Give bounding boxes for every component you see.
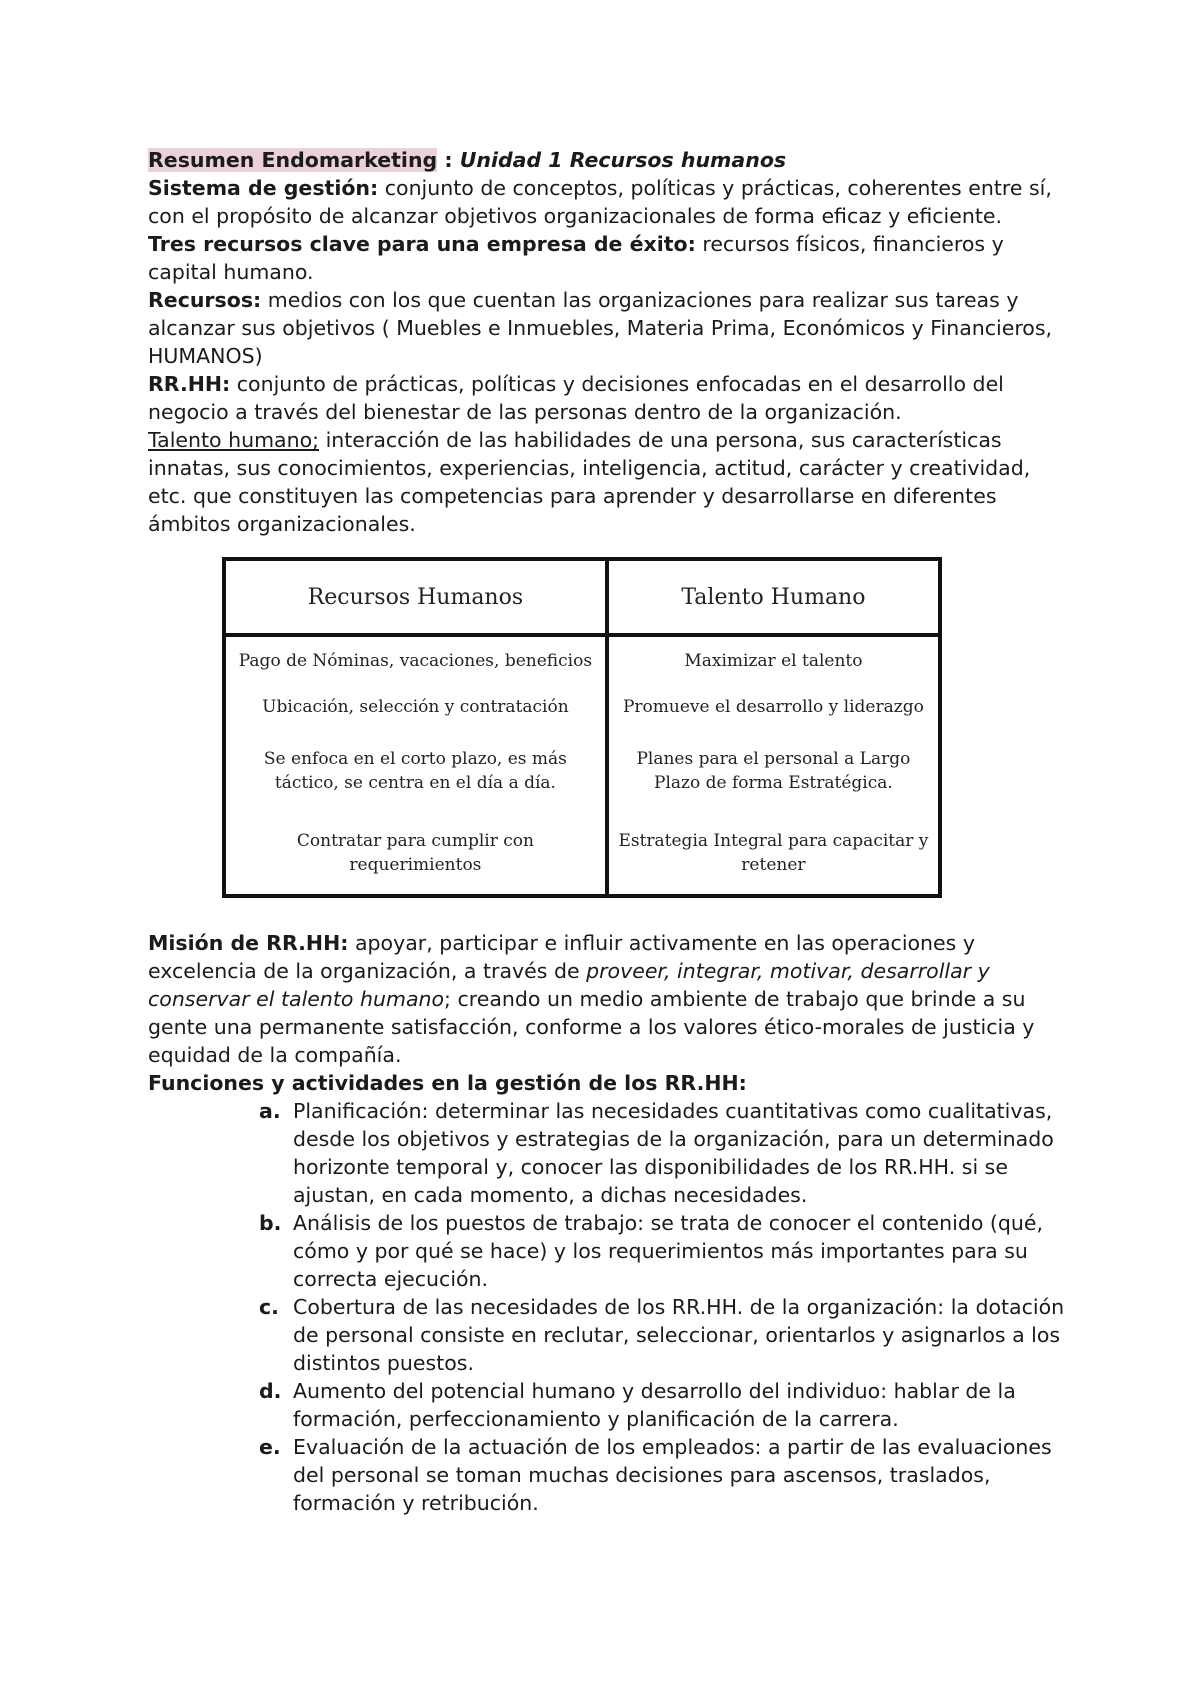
definition-paragraph	[148, 370, 1068, 426]
list-item-text: Análisis de los puestos de trabajo: se trata de conocer el contenido (qué, cómo y por qué se hace) y los requerimientos más importantes para su correcta ejecución.	[293, 1211, 1044, 1291]
list-item	[259, 1377, 1078, 1433]
mision-term: Misión de RR.HH:	[148, 931, 349, 955]
table-cell: Promueve el desarrollo y liderazgo	[607, 684, 940, 730]
list-item	[259, 1209, 1078, 1293]
definition-paragraph	[148, 426, 1068, 538]
definition-text: conjunto de prácticas, políticas y decisiones enfocadas en el desarrollo del negocio a través del bienestar de las personas dentro de la organización.	[148, 372, 1004, 424]
definition-text: interacción de las habilidades de una persona, sus características innatas, sus conocimientos, experiencias, inteligencia, actitud, carácter y creatividad, etc. que constituyen las competencias para aprender y desarrollarse en diferentes ámbitos organizacionales.	[148, 428, 1031, 536]
table-row	[224, 812, 940, 896]
mision-italic: proveer, integrar, motivar, desarrollar y conservar el talento humano	[148, 959, 990, 1011]
comparison-table-image	[222, 557, 942, 898]
list-marker: e.	[259, 1435, 281, 1459]
table-row	[224, 684, 940, 730]
heading-line	[148, 146, 1068, 174]
list-item-text: Evaluación de la actuación de los empleados: a partir de las evaluaciones del personal se toman muchas decisiones para ascensos, traslados, formación y retribución.	[293, 1435, 1052, 1515]
table-row	[224, 731, 940, 812]
definition-text: conjunto de conceptos, políticas y prácticas, coherentes entre sí, con el propósito de alcanzar objetivos organizacionales de forma eficaz y eficiente.	[148, 176, 1052, 228]
table-cell: Se enfoca en el corto plazo, es más táctico, se centra en el día a día.	[224, 731, 607, 812]
mision-paragraph	[148, 929, 1078, 1069]
mision-text: apoyar, participar e influir activamente en las operaciones y excelencia de la organización, a través de	[148, 931, 975, 983]
table-header-row	[224, 559, 940, 635]
table-cell: Maximizar el talento	[607, 635, 940, 684]
intro-section	[148, 146, 1068, 538]
definition-term-underlined: Talento humano;	[148, 428, 320, 452]
comparison-table	[222, 557, 942, 898]
definition-text: medios con los que cuentan las organizaciones para realizar sus tareas y alcanzar sus objetivos ( Muebles e Inmuebles, Materia Prima, Económicos y Financieros, HUMANOS)	[148, 288, 1053, 368]
list-marker: a.	[259, 1099, 281, 1123]
definition-term: Tres recursos clave para una empresa de éxito:	[148, 232, 696, 256]
funciones-heading: Funciones y actividades en la gestión de los RR.HH:	[148, 1071, 747, 1095]
list-marker: d.	[259, 1379, 282, 1403]
table-cell: Contratar para cumplir con requerimientos	[224, 812, 607, 896]
definition-text: recursos físicos, financieros y capital humano.	[148, 232, 1004, 284]
list-item-text: Aumento del potencial humano y desarrollo del individuo: hablar de la formación, perfeccionamiento y planificación de la carrera.	[293, 1379, 1016, 1431]
table-row	[224, 635, 940, 684]
definition-term: Recursos:	[148, 288, 262, 312]
definition-term: Sistema de gestión:	[148, 176, 379, 200]
table-cell: Ubicación, selección y contratación	[224, 684, 607, 730]
list-item-text: Cobertura de las necesidades de los RR.HH. de la organización: la dotación de personal consiste en reclutar, seleccionar, orientarlos y asignarlos a los distintos puestos.	[293, 1295, 1065, 1375]
definition-term: RR.HH:	[148, 372, 231, 396]
column-header-recursos: Recursos Humanos	[224, 559, 607, 635]
column-header-talento: Talento Humano	[607, 559, 940, 635]
doc-title: Resumen Endomarketing	[148, 148, 438, 172]
definition-paragraph	[148, 286, 1068, 370]
mision-section	[148, 929, 1078, 1517]
table-cell: Pago de Nóminas, vacaciones, beneficios	[224, 635, 607, 684]
list-marker: b.	[259, 1211, 282, 1235]
list-item	[259, 1097, 1078, 1209]
list-item	[259, 1433, 1078, 1517]
definition-paragraph	[148, 174, 1068, 230]
funciones-list	[148, 1097, 1078, 1517]
list-item-text: Planificación: determinar las necesidades cuantitativas como cualitativas, desde los objetivos y estrategias de la organización, para un determinado horizonte temporal y, conocer las disponibilidades de los RR.HH. si se ajustan, en cada momento, a dichas necesidades.	[293, 1099, 1054, 1207]
definition-paragraph	[148, 230, 1068, 286]
table-cell: Estrategia Integral para capacitar y retener	[607, 812, 940, 896]
unit-title: Unidad 1 Recursos humanos	[459, 148, 787, 172]
mision-text-end: ; creando un medio ambiente de trabajo que brinde a su gente una permanente satisfacción, conforme a los valores ético-morales de justicia y equidad de la compañía.	[148, 987, 1035, 1067]
table-cell: Planes para el personal a Largo Plazo de forma Estratégica.	[607, 731, 940, 812]
list-marker: c.	[259, 1295, 279, 1319]
title-separator: :	[437, 148, 460, 172]
list-item	[259, 1293, 1078, 1377]
